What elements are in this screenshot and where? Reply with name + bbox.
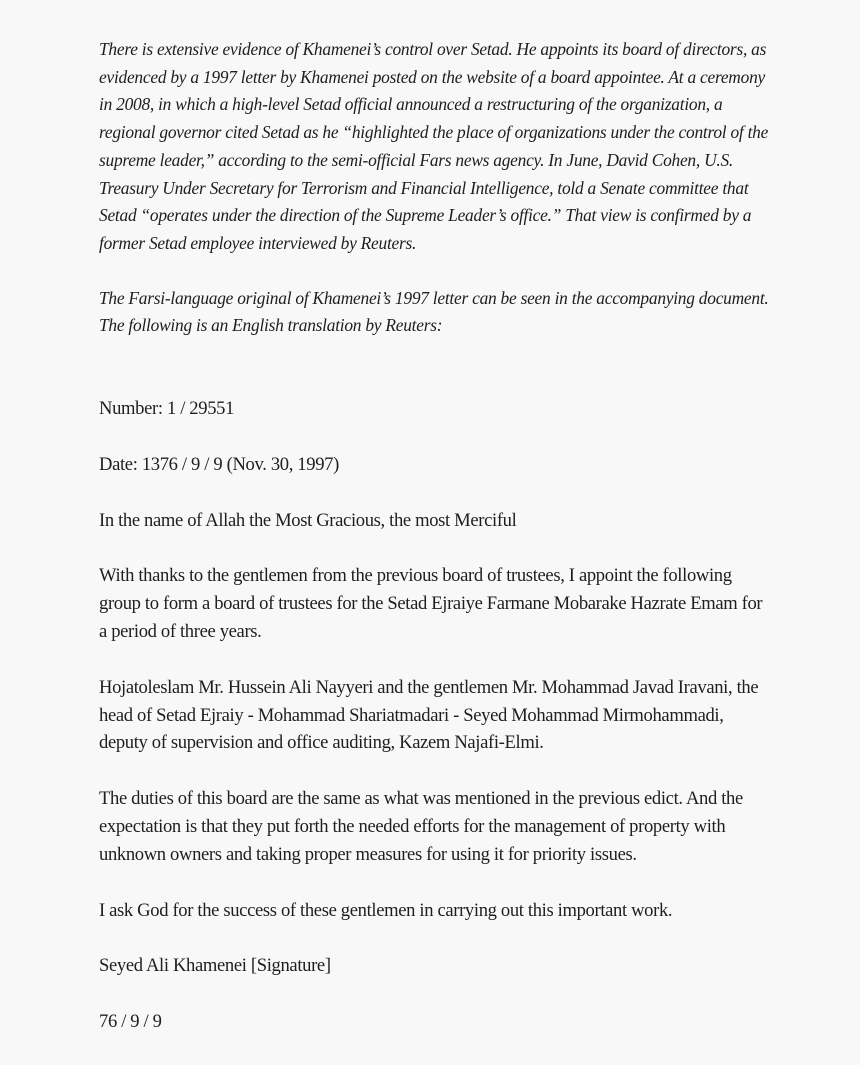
letter-date: Date: 1376 / 9 / 9 (Nov. 30, 1997) bbox=[99, 453, 339, 475]
letter-footer-date: 76 / 9 / 9 bbox=[99, 1011, 162, 1033]
article-intro bbox=[99, 36, 769, 340]
letter-signature: Seyed Ali Khamenei [Signature] bbox=[99, 955, 331, 977]
letter-body-appointment: With thanks to the gentlemen from the previous board of trustees, I appoint the following group to form a board of trustees for the Setad Ejraiye Farmane Mobarake Hazrate Emam for a period of three years. bbox=[99, 565, 763, 643]
intro-paragraph-evidence: There is extensive evidence of Khamenei’s control over Setad. He appoints its board of directors, as evidenced by a 1997 letter by Khamenei posted on the website of a board appointee. At a ceremony in 2008, in which a high-level Setad official announced a restructuring of the organization, a regional governor cited Setad as he “highlighted the place of organizations under the control of the supreme leader,” according to the semi-official Fars news agency. In June, David Cohen, U.S. Treasury Under Secretary for Terrorism and Financial Intelligence, told a Senate committee that Setad “operates under the direction of the Supreme Leader’s office.” That view is confirmed by a former Setad employee interviewed by Reuters. bbox=[99, 39, 769, 253]
letter-closing: I ask God for the success of these gentlemen in carrying out this important work. bbox=[99, 899, 673, 921]
letter-number: Number: 1 / 29551 bbox=[99, 398, 235, 420]
intro-paragraph-translation-note: The Farsi-language original of Khamenei’s 1997 letter can be seen in the accompanying document. The following is an English translation by Reuters: bbox=[99, 287, 769, 336]
letter-body-duties: The duties of this board are the same as what was mentioned in the previous edict. And the expectation is that they put forth the needed efforts for the management of property with unknown owners and taking proper measures for using it for priority issues. bbox=[99, 788, 743, 865]
letter-body-members: Hojatoleslam Mr. Hussein Ali Nayyeri and the gentlemen Mr. Mohammad Javad Iravani, the head of Setad Ejraiy - Mohammad Shariatmadari - Seyed Mohammad Mirmohammadi, deputy of supervision and office auditing, Kazem Najafi-Elmi. bbox=[99, 676, 759, 754]
article-page bbox=[99, 36, 769, 1036]
letter-translation bbox=[99, 395, 769, 1036]
letter-salutation: In the name of Allah the Most Gracious, the most Merciful bbox=[99, 509, 517, 531]
